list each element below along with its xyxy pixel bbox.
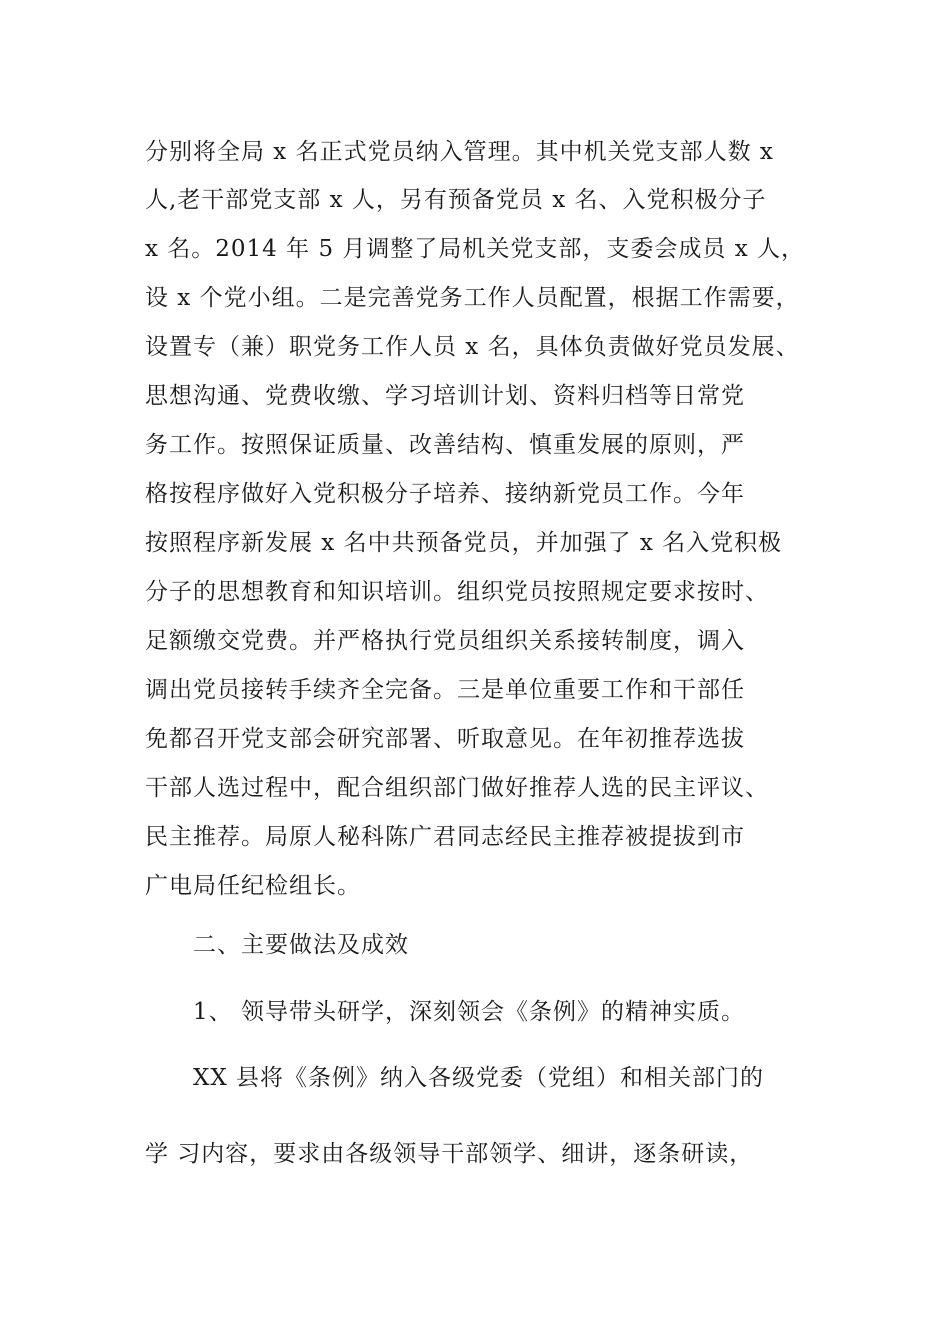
text-line: 设 x 个党小组。二是完善党务工作人员配置，根据工作需要， <box>145 285 800 311</box>
text-line: 设置专（兼）职党务工作人员 x 名，具体负责做好党员发展、 <box>145 334 800 360</box>
text-line: 学 习内容，要求由各级领导干部领学、细讲，逐条研读， <box>145 1141 754 1167</box>
text-line: 务工作。按照保证质量、改善结构、慎重发展的原则，严 <box>145 432 745 458</box>
subsection-heading: 1、 领导带头研学，深刻领会《条例》的精神实质。 <box>193 999 745 1025</box>
text-line: 民主推荐。局原人秘科陈广君同志经民主推荐被提拔到市 <box>145 824 745 850</box>
text-line: x 名。2014 年 5 月调整了局机关党支部，支委会成员 x 人， <box>145 236 805 262</box>
text-line: 按照程序新发展 x 名中共预备党员，并加强了 x 名入党积极 <box>145 530 783 556</box>
text-line: 人,老干部党支部 x 人，另有预备党员 x 名、入党积极分子 <box>145 187 767 213</box>
text-line: 格按程序做好入党积极分子培养、接纳新党员工作。今年 <box>145 481 745 507</box>
text-line: 分子的思想教育和知识培训。组织党员按照规定要求按时、 <box>145 579 769 605</box>
section-heading: 二、主要做法及成效 <box>193 932 409 958</box>
text-line: 免都召开党支部会研究部署、听取意见。在年初推荐选拔 <box>145 726 745 752</box>
text-line: 干部人选过程中，配合组织部门做好推荐人选的民主评议、 <box>145 775 769 801</box>
text-line: 广电局任纪检组长。 <box>145 873 361 899</box>
text-line: 思想沟通、党费收缴、学习培训计划、资料归档等日常党 <box>145 383 745 409</box>
text-line: 足额缴交党费。并严格执行党员组织关系接转制度，调入 <box>145 628 745 654</box>
text-line: XX 县将《条例》纳入各级党委（党组）和相关部门的 <box>193 1065 765 1091</box>
text-line: 调出党员接转手续齐全完备。三是单位重要工作和干部任 <box>145 677 745 703</box>
text-line: 分别将全局 x 名正式党员纳入管理。其中机关党支部人数 x <box>145 139 774 165</box>
